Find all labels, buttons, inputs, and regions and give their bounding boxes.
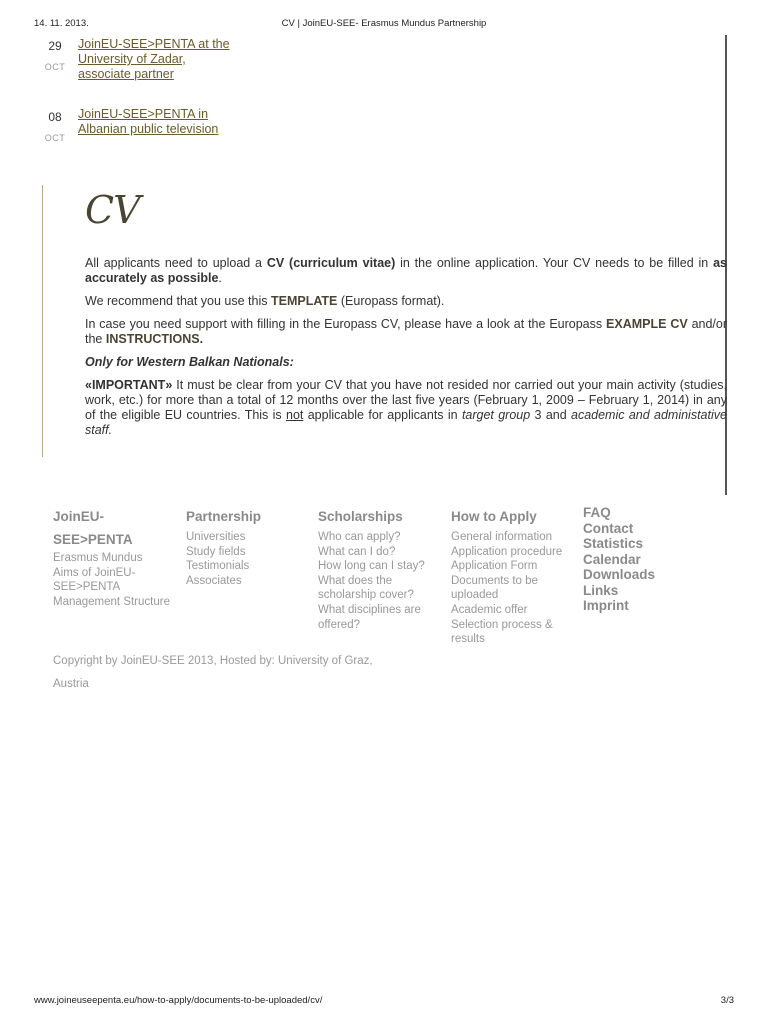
footer-link[interactable]: Aims of JoinEU-SEE>PENTA — [53, 566, 136, 594]
footer-link[interactable]: Universities — [186, 531, 246, 543]
print-date: 14. 11. 2013. — [34, 18, 89, 29]
print-url: www.joineuseepenta.eu/how-to-apply/documents-to-be-uploaded/cv/ — [34, 995, 323, 1006]
footer-link-statistics[interactable]: Statistics — [583, 536, 644, 551]
footer-link[interactable]: Associates — [186, 574, 242, 587]
news-link[interactable]: JoinEU-SEE>PENTA in Albanian public television — [78, 107, 219, 136]
footer-link[interactable]: Application procedure — [451, 545, 563, 558]
print-page-number: 3/3 — [720, 995, 734, 1006]
footer-link-contact[interactable]: Contact — [583, 520, 634, 536]
news-month: OCT — [44, 62, 66, 72]
important-label: «IMPORTANT» — [85, 378, 173, 392]
western-balkan-heading: Only for Western Balkan Nationals: — [85, 355, 294, 369]
footer-link-imprint[interactable]: Imprint — [583, 598, 629, 613]
news-link[interactable]: JoinEU-SEE>PENTA at the University of Zadar, associate partner — [78, 37, 230, 81]
footer-link[interactable]: Academic offer — [451, 603, 528, 616]
footer-link[interactable]: Who can apply? — [318, 531, 401, 543]
footer-link[interactable]: Management Structure — [53, 595, 170, 608]
cv-term: CV (curriculum vitae) — [266, 256, 396, 270]
footer-col-scholarships — [318, 505, 448, 632]
footer-link-downloads[interactable]: Downloads — [583, 567, 656, 582]
footer-link[interactable]: How long can I stay? — [318, 560, 425, 573]
footer-col-how-to-apply — [451, 505, 581, 647]
footer-link[interactable]: Documents to be uploaded — [451, 574, 538, 602]
news-day: 08 — [48, 110, 62, 124]
print-page-title: CV | JoinEU-SEE- Erasmus Mundus Partnership — [281, 18, 487, 29]
footer-link[interactable]: Study fields — [186, 545, 246, 558]
europass-paragraph: In case you need support with filling in the Europass CV, please have a look at the Europass EXAMPLE CV and/or the INSTRUCTIONS. — [85, 317, 728, 346]
example-cv-link[interactable]: EXAMPLE CV — [606, 317, 688, 331]
footer-link[interactable]: What can I do? — [318, 545, 396, 558]
footer-link[interactable]: Application Form — [451, 560, 538, 573]
cv-upload-paragraph: All applicants need to upload a CV (curriculum vitae) in the online application. Your CV needs to be filled in as accurately as possible. — [85, 256, 727, 285]
footer-link[interactable]: What disciplines are offered? — [318, 603, 421, 631]
footer-link[interactable]: What does the scholarship cover? — [318, 574, 414, 602]
footer-link[interactable]: General information — [451, 531, 552, 543]
news-month: OCT — [44, 133, 66, 143]
footer-link[interactable]: Selection process & results — [451, 618, 553, 646]
footer-link-calendar[interactable]: Calendar — [583, 551, 641, 567]
footer-col-joineu — [53, 505, 183, 609]
template-paragraph: We recommend that you use this TEMPLATE (Europass format). — [85, 294, 445, 308]
print-header — [34, 18, 734, 32]
instructions-link[interactable]: INSTRUCTIONS — [105, 332, 200, 346]
template-link[interactable]: TEMPLATE — [270, 294, 338, 308]
footer-link[interactable]: Testimonials — [186, 560, 250, 573]
important-paragraph: «IMPORTANT» It must be clear from your CV that you have not resided nor carried out your main activity (studies, work, etc.) for more than a total of 12 months over the last five years (February 1, 2009 – February 1, 2014) in any of the eligible EU countries. This is not applicable for applicants in target group 3 and academic and administative staff. — [85, 378, 727, 437]
page-heading: CV — [85, 188, 140, 232]
accuracy-emphasis: as accurately as possible — [85, 256, 727, 285]
content-left-border — [42, 185, 43, 457]
main-content — [85, 190, 727, 446]
footer-link-links[interactable]: Links — [583, 582, 619, 598]
footer-heading[interactable]: JoinEU-SEE>PENTA — [53, 509, 133, 547]
news-day: 29 — [48, 39, 62, 53]
footer-link[interactable]: Erasmus Mundus — [53, 552, 143, 564]
footer-heading[interactable]: Partnership — [186, 509, 262, 524]
copyright-text: Copyright by JoinEU-SEE 2013, Hosted by: University of Graz, Austria — [53, 655, 373, 690]
footer-heading[interactable]: How to Apply — [451, 509, 537, 524]
footer-heading[interactable]: Scholarships — [318, 509, 403, 524]
footer-col-quick-links — [583, 505, 713, 614]
footer-col-partnership — [186, 505, 316, 588]
footer-link-faq[interactable]: FAQ — [583, 505, 611, 520]
print-footer — [34, 995, 734, 1009]
